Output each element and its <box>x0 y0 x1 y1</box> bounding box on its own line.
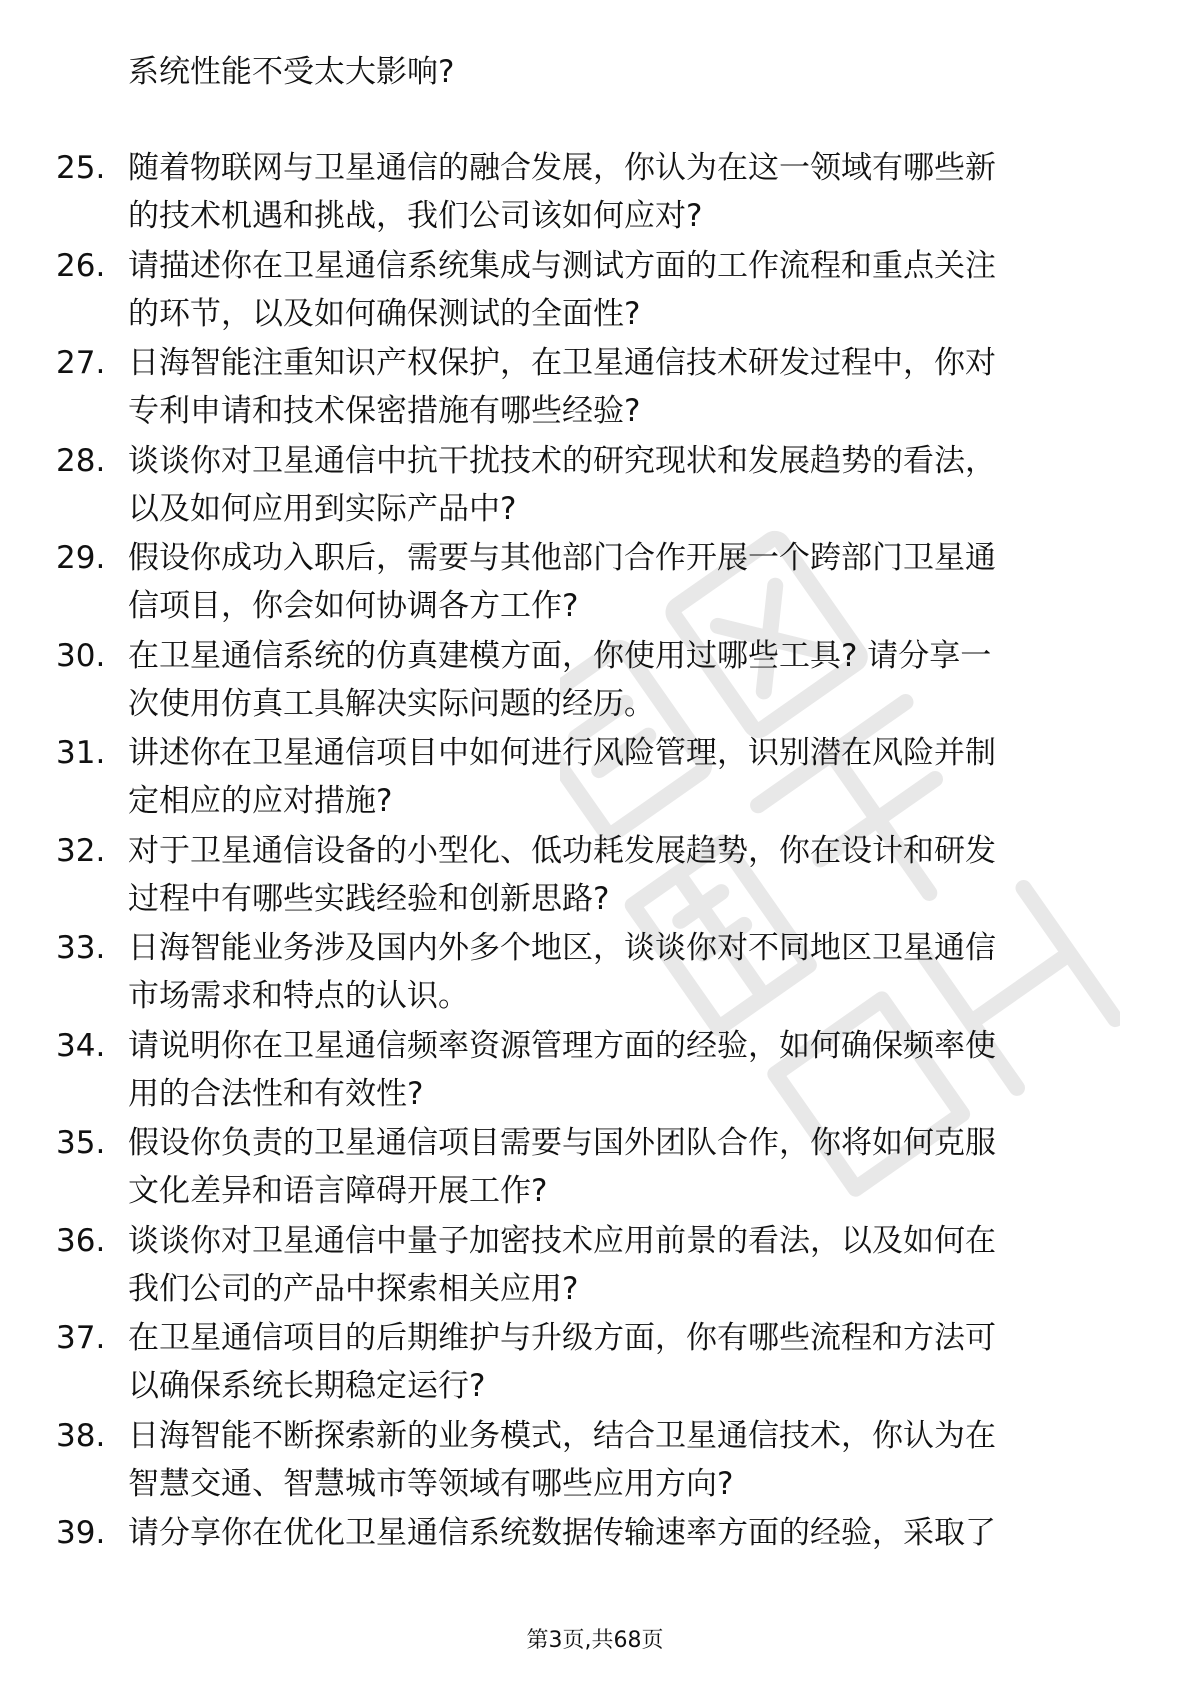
question-number: 38. <box>56 1417 106 1454</box>
question-text-line: 在卫星通信系统的仿真建模方面，你使用过哪些工具? 请分享一 <box>128 637 992 674</box>
question-number: 39. <box>56 1515 106 1551</box>
question-text-line: 随着物联网与卫星通信的融合发展，你认为在这一领域有哪些新 <box>128 150 996 186</box>
question-text-line: 信项目，你会如何协调各方工作? <box>128 588 579 624</box>
question-number: 25. <box>56 150 106 186</box>
question-text-line: 请分享你在优化卫星通信系统数据传输速率方面的经验，采取了 <box>128 1515 996 1551</box>
question-text <box>128 1022 1128 1118</box>
question-text-line: 日海智能不断探索新的业务模式，结合卫星通信技术，你认为在 <box>128 1417 996 1454</box>
question-number: 35. <box>56 1125 106 1161</box>
question-text-line: 对于卫星通信设备的小型化、低功耗发展趋势，你在设计和研发 <box>128 832 996 869</box>
question-text-line: 的技术机遇和挑战，我们公司该如何应对? <box>128 198 703 234</box>
question-text-line: 日海智能注重知识产权保护，在卫星通信技术研发过程中，你对 <box>128 345 996 381</box>
question-number: 29. <box>56 540 106 576</box>
question-text-line: 假设你负责的卫星通信项目需要与国外团队合作，你将如何克服 <box>128 1125 996 1161</box>
question-text-line: 请说明你在卫星通信频率资源管理方面的经验，如何确保频率使 <box>128 1027 996 1064</box>
question-text-line: 文化差异和语言障碍开展工作? <box>128 1173 548 1209</box>
question-number: 34. <box>56 1027 106 1064</box>
question-text <box>128 242 1128 338</box>
question-text-line: 专利申请和技术保密措施有哪些经验? <box>128 393 641 429</box>
question-text-line: 谈谈你对卫星通信中抗干扰技术的研究现状和发展趋势的看法， <box>128 442 996 479</box>
question-text-line: 市场需求和特点的认识。 <box>128 978 469 1014</box>
question-number: 31. <box>56 735 106 771</box>
question-text <box>128 1509 1128 1557</box>
question-number: 30. <box>56 637 106 674</box>
question-number: 28. <box>56 442 106 479</box>
question-text <box>128 534 1128 630</box>
question-text-line: 以确保系统长期稳定运行? <box>128 1368 486 1404</box>
question-text-line: 过程中有哪些实践经验和创新思路? <box>128 880 610 917</box>
question-number: 26. <box>56 247 106 284</box>
question-text <box>128 632 1128 728</box>
question-text <box>128 1217 1128 1313</box>
question-number: 36. <box>56 1222 106 1259</box>
question-text <box>128 729 1128 825</box>
question-text-line: 智慧交通、智慧城市等领域有哪些应用方向? <box>128 1465 734 1502</box>
question-text <box>128 339 1128 435</box>
question-text-line: 在卫星通信项目的后期维护与升级方面，你有哪些流程和方法可 <box>128 1320 996 1356</box>
question-text-line: 谈谈你对卫星通信中量子加密技术应用前景的看法，以及如何在 <box>128 1222 996 1259</box>
question-text-line: 假设你成功入职后，需要与其他部门合作开展一个跨部门卫星通 <box>128 540 996 576</box>
continuation-line: 系统性能不受太大影响? <box>128 54 455 90</box>
question-text <box>128 1412 1128 1508</box>
question-text-line: 次使用仿真工具解决实际问题的经历。 <box>128 685 655 722</box>
question-text <box>128 827 1128 923</box>
question-number: 32. <box>56 832 106 869</box>
question-text-line: 讲述你在卫星通信项目中如何进行风险管理，识别潜在风险并制 <box>128 735 996 771</box>
question-text <box>128 437 1128 533</box>
question-number: 37. <box>56 1320 106 1356</box>
question-text <box>128 1119 1128 1215</box>
question-text-line: 请描述你在卫星通信系统集成与测试方面的工作流程和重点关注 <box>128 247 996 284</box>
question-text-line: 定相应的应对措施? <box>128 783 393 819</box>
question-number: 33. <box>56 930 106 966</box>
question-text-line: 日海智能业务涉及国内外多个地区，谈谈你对不同地区卫星通信 <box>128 930 996 966</box>
question-text <box>128 1314 1128 1410</box>
question-text <box>128 924 1128 1020</box>
question-text-line: 用的合法性和有效性? <box>128 1075 424 1112</box>
question-text-line: 我们公司的产品中探索相关应用? <box>128 1270 579 1307</box>
page-footer: 第3页,共68页 <box>526 1628 664 1653</box>
question-text-line: 以及如何应用到实际产品中? <box>128 490 517 527</box>
question-text-line: 的环节，以及如何确保测试的全面性? <box>128 295 641 332</box>
question-number: 27. <box>56 345 106 381</box>
question-text <box>128 144 1128 240</box>
